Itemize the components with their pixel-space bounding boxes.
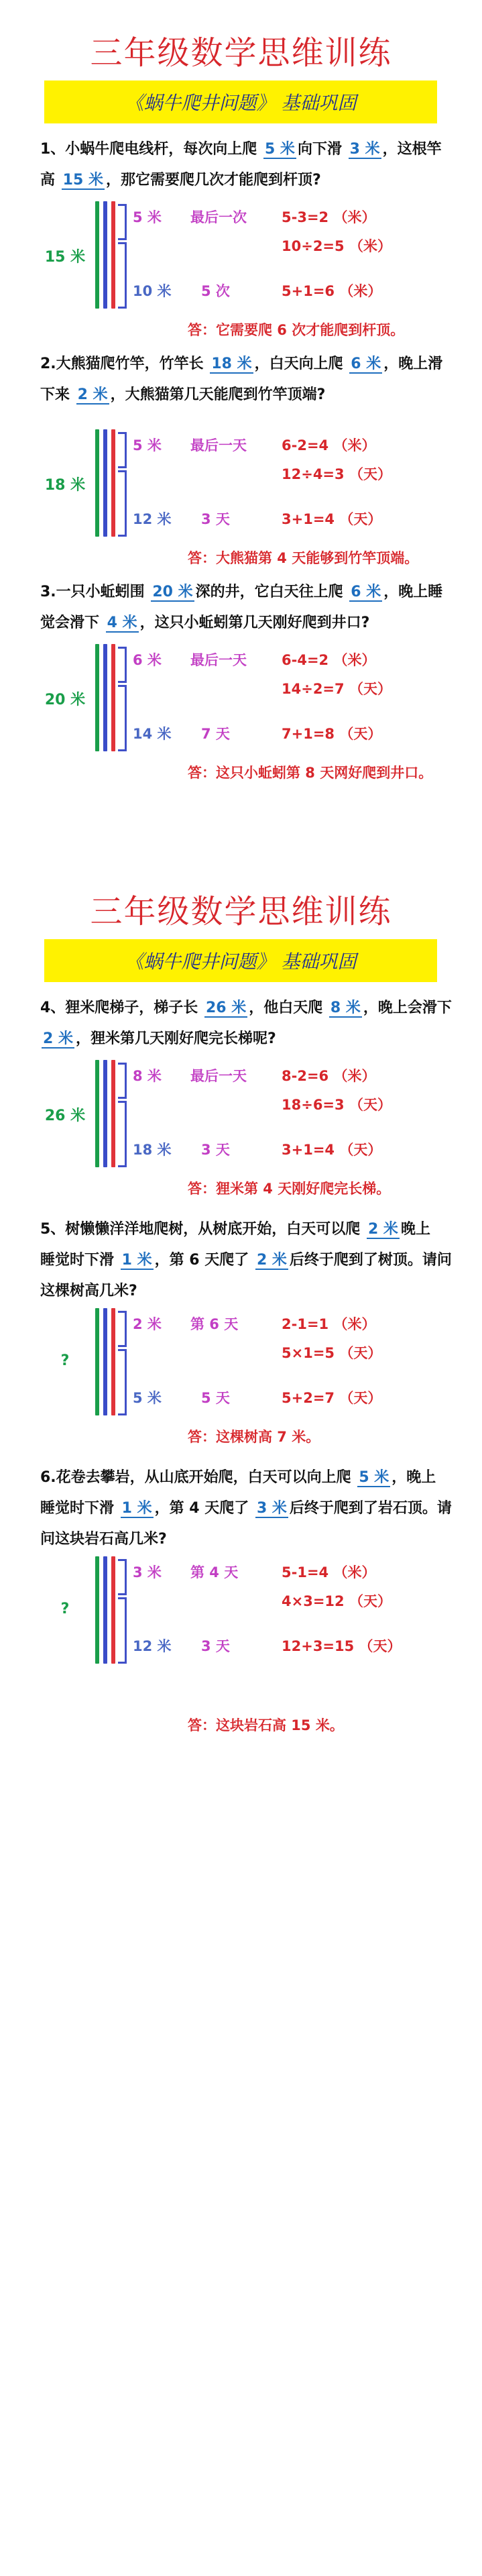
top-segment-label: 5 米	[133, 437, 162, 453]
given-value: 20 米	[152, 584, 193, 600]
climb-diagram	[0, 429, 482, 564]
answer-text: 答：狸米第 4 天刚好爬完长梯。	[188, 1181, 391, 1197]
equation-3: 7+1=8 （天）	[282, 726, 382, 743]
problem-phrase: 深的井，它白天往上爬	[195, 584, 349, 600]
problem-phrase: 晚上	[400, 1221, 430, 1238]
problem-phrase: 6.花卷去攀岩，从山底开始爬，白天可以向上爬	[40, 1469, 357, 1486]
segment-bar	[111, 1308, 115, 1415]
problem-phrase: 高	[40, 172, 60, 189]
total-length-label: 26 米	[44, 1108, 86, 1124]
section-banner: 《蜗牛爬井问题》 基础巩固	[44, 80, 437, 123]
problem-phrase: ，这根竿	[382, 141, 442, 158]
total-bar	[95, 201, 99, 309]
equation-1: 5-1=4 （米）	[282, 1564, 376, 1580]
problem-text	[40, 349, 449, 411]
problem-line	[40, 380, 449, 411]
answer-text: 答：这块岩石高 15 米。	[188, 1717, 344, 1733]
climb-diagram	[0, 1308, 482, 1445]
last-climb-label: 最后一次	[190, 209, 247, 225]
problem-phrase: ，那它需要爬几次才能爬到杆顶?	[105, 172, 321, 189]
repeat-count-label: 3 天	[201, 1638, 230, 1655]
given-value: 4 米	[107, 614, 137, 631]
problem-phrase: ，白天向上爬	[254, 356, 349, 372]
problem-phrase: 3.一只小蚯蚓围	[40, 584, 150, 600]
segment-bar	[103, 1060, 107, 1167]
answer-text: 答：它需要爬 6 次才能爬到杆顶。	[188, 322, 405, 338]
problem-line	[40, 993, 452, 1024]
problem-phrase: ，晚上会滑下	[363, 1000, 452, 1016]
problem-line	[40, 1462, 449, 1493]
problem-phrase: ，狸米第几天刚好爬完长梯呢?	[75, 1030, 276, 1047]
climb-diagram	[0, 1060, 482, 1197]
climb-diagram	[0, 644, 482, 781]
given-value: 26 米	[205, 1000, 247, 1016]
problem-phrase: 后终于爬到了岩石顶。请	[289, 1500, 452, 1517]
problem-phrase: 睡觉时下滑	[40, 1500, 119, 1517]
equation-3: 3+1=4 （天）	[282, 1142, 382, 1159]
total-bar	[95, 1556, 99, 1664]
equation-3: 12+3=15 （天）	[282, 1638, 402, 1655]
equation-3: 5+1=6 （米）	[282, 283, 382, 300]
equation-2: 18÷6=3 （天）	[282, 1097, 391, 1114]
segment-bar	[103, 644, 107, 751]
problem-phrase: ，这只小蚯蚓第几天刚好爬到井口?	[139, 614, 370, 631]
problem-phrase: ，第 6 天爬了	[154, 1252, 254, 1269]
problem-line	[40, 134, 449, 165]
equation-1: 5-3=2 （米）	[282, 209, 376, 225]
answer-text: 答：这只小蚯蚓第 8 天网好爬到井口。	[188, 765, 433, 781]
problem-phrase: ，大熊猫第几天能爬到竹竿顶端?	[110, 386, 326, 403]
problem-line	[40, 1493, 452, 1524]
given-value: 5 米	[264, 141, 295, 158]
problem-phrase: 问这块岩石高几米?	[40, 1531, 167, 1548]
equation-2: 14÷2=7 （天）	[282, 681, 391, 698]
segment-bar	[103, 1308, 107, 1415]
repeat-count-label: 3 天	[201, 511, 230, 528]
problem-line	[40, 1245, 452, 1276]
problem-text	[40, 134, 449, 196]
problem-text	[40, 1214, 452, 1307]
repeat-count-label: 7 天	[201, 726, 230, 743]
top-segment-label: 3 米	[133, 1564, 162, 1580]
equation-2: 5×1=5 （天）	[282, 1345, 382, 1362]
rest-bracket	[118, 1101, 127, 1167]
repeat-count-label: 5 天	[201, 1390, 230, 1407]
equation-3: 3+1=4 （天）	[282, 511, 382, 528]
segment-bar	[111, 1556, 115, 1664]
repeat-count-label: 3 天	[201, 1142, 230, 1159]
top-segment-label: 6 米	[133, 652, 162, 668]
top-bracket	[118, 1063, 127, 1099]
last-climb-label: 最后一天	[190, 437, 247, 453]
problem-phrase: ，晚上睡	[383, 584, 443, 600]
answer-text: 答：这棵树高 7 米。	[188, 1429, 320, 1445]
top-bracket	[118, 432, 127, 468]
top-segment-label: 5 米	[133, 209, 162, 225]
rest-bracket	[118, 1597, 127, 1664]
equation-2: 10÷2=5 （米）	[282, 238, 391, 255]
total-length-label: ?	[60, 1601, 70, 1617]
problem-text	[40, 577, 449, 639]
problem-phrase: ，晚上滑	[383, 356, 443, 372]
problem-line	[40, 608, 449, 639]
equation-1: 6-4=2 （米）	[282, 652, 376, 668]
remaining-segment-label: 5 米	[133, 1390, 162, 1407]
problem-line	[40, 1524, 449, 1555]
problem-line	[40, 577, 449, 608]
remaining-segment-label: 12 米	[133, 511, 172, 528]
top-bracket	[118, 204, 127, 240]
last-climb-label: 最后一天	[190, 1068, 247, 1084]
answer-text: 答：大熊猫第 4 天能够到竹竿顶端。	[188, 550, 419, 566]
problem-text	[40, 993, 452, 1055]
rest-bracket	[118, 685, 127, 751]
total-length-label: 15 米	[44, 249, 86, 266]
given-value: 3 米	[256, 1500, 287, 1517]
given-value: 8 米	[330, 1000, 361, 1016]
problem-line	[40, 349, 449, 380]
remaining-segment-label: 18 米	[133, 1142, 172, 1159]
top-bracket	[118, 647, 127, 683]
problem-phrase: 1、小蜗牛爬电线杆，每次向上爬	[40, 141, 262, 158]
given-value: 2 米	[77, 386, 108, 403]
rest-bracket	[118, 1349, 127, 1415]
problem-text	[40, 1462, 452, 1555]
problem-phrase: 向下滑	[297, 141, 347, 158]
problem-line	[40, 1276, 449, 1307]
problem-phrase: ，第 4 天爬了	[154, 1500, 254, 1517]
segment-bar	[103, 1556, 107, 1664]
given-value: 15 米	[62, 172, 103, 189]
remaining-segment-label: 14 米	[133, 726, 172, 743]
last-climb-label: 最后一天	[190, 652, 247, 668]
given-value: 2 米	[367, 1221, 398, 1238]
segment-bar	[111, 644, 115, 751]
segment-bar	[111, 429, 115, 537]
total-length-label: 20 米	[44, 692, 86, 708]
segment-bar	[103, 429, 107, 537]
total-bar	[95, 1060, 99, 1167]
climb-diagram	[0, 201, 482, 338]
total-length-label: ?	[60, 1352, 70, 1369]
problem-phrase: 2.大熊猫爬竹竿，竹竿长	[40, 356, 209, 372]
remaining-segment-label: 12 米	[133, 1638, 172, 1655]
problem-phrase: 觉会滑下	[40, 614, 105, 631]
page-title: 三年级数学思维训练	[90, 34, 392, 72]
problem-phrase: ，晚上	[391, 1469, 436, 1486]
problem-phrase: 5、树懒懒洋洋地爬树，从树底开始，白天可以爬	[40, 1221, 365, 1238]
rest-bracket	[118, 470, 127, 537]
remaining-segment-label: 10 米	[133, 283, 172, 300]
top-bracket	[118, 1311, 127, 1347]
given-value: 6 米	[351, 584, 381, 600]
total-bar	[95, 429, 99, 537]
top-segment-label: 2 米	[133, 1316, 162, 1332]
section-banner: 《蜗牛爬井问题》 基础巩固	[44, 939, 437, 982]
given-value: 2 米	[43, 1030, 73, 1047]
top-segment-label: 8 米	[133, 1068, 162, 1084]
top-bracket	[118, 1559, 127, 1595]
equation-1: 2-1=1 （米）	[282, 1316, 376, 1332]
equation-1: 6-2=4 （米）	[282, 437, 376, 453]
climb-diagram	[0, 1556, 482, 1733]
problem-phrase: 这棵树高几米?	[40, 1283, 137, 1299]
segment-bar	[103, 201, 107, 309]
segment-bar	[111, 1060, 115, 1167]
given-value: 1 米	[121, 1500, 152, 1517]
problem-line	[40, 1024, 449, 1055]
given-value: 2 米	[256, 1252, 287, 1269]
segment-bar	[111, 201, 115, 309]
last-climb-label: 第 6 天	[190, 1316, 239, 1332]
problem-line	[40, 165, 449, 196]
total-bar	[95, 1308, 99, 1415]
problem-phrase: 后终于爬到了树顶。请问	[289, 1252, 452, 1269]
equation-1: 8-2=6 （米）	[282, 1068, 376, 1084]
total-bar	[95, 644, 99, 751]
given-value: 6 米	[351, 356, 381, 372]
problem-phrase: 睡觉时下滑	[40, 1252, 119, 1269]
given-value: 1 米	[121, 1252, 152, 1269]
problem-phrase: ，他白天爬	[249, 1000, 328, 1016]
rest-bracket	[118, 242, 127, 309]
equation-3: 5+2=7 （天）	[282, 1390, 382, 1407]
given-value: 18 米	[211, 356, 252, 372]
equation-2: 12÷4=3 （天）	[282, 466, 391, 483]
equation-2: 4×3=12 （天）	[282, 1593, 391, 1610]
page-title: 三年级数学思维训练	[90, 893, 392, 930]
problem-phrase: 4、狸米爬梯子，梯子长	[40, 1000, 203, 1016]
last-climb-label: 第 4 天	[190, 1564, 239, 1580]
total-length-label: 18 米	[44, 477, 86, 494]
given-value: 5 米	[359, 1469, 389, 1486]
problem-phrase: 下来	[40, 386, 75, 403]
repeat-count-label: 5 次	[201, 283, 230, 300]
given-value: 3 米	[349, 141, 380, 158]
problem-line	[40, 1214, 449, 1245]
